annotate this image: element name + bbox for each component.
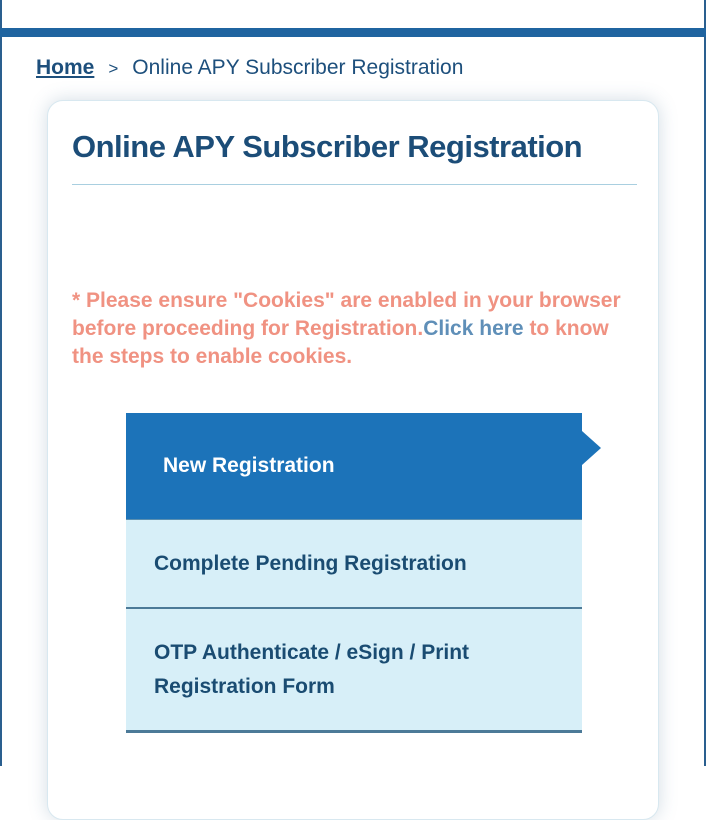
menu-complete-pending-registration[interactable]: Complete Pending Registration: [126, 519, 582, 609]
breadcrumb: [36, 56, 463, 80]
page-title: Online APY Subscriber Registration: [72, 129, 583, 164]
breadcrumb-separator: >: [108, 59, 119, 78]
breadcrumb-home-link[interactable]: Home: [36, 56, 95, 79]
cookie-help-link[interactable]: Click here: [423, 317, 524, 340]
menu-new-registration[interactable]: New Registration: [126, 413, 582, 519]
breadcrumb-current: Online APY Subscriber Registration: [132, 56, 464, 79]
menu-otp-label: OTP Authenticate / eSign / Print Registration Form: [154, 640, 470, 698]
menu-otp-esign-print[interactable]: [126, 609, 582, 733]
divider: [72, 184, 637, 185]
cookie-notice: [72, 287, 642, 371]
registration-card: [47, 100, 659, 820]
header-bar: [0, 28, 706, 37]
registration-menu: [126, 413, 582, 733]
notice-text-end: to know the steps to enable cookies.: [72, 317, 609, 368]
notice-text: * Please ensure "Cookies" are enabled in your browser before proceeding for Registration.: [72, 289, 621, 340]
